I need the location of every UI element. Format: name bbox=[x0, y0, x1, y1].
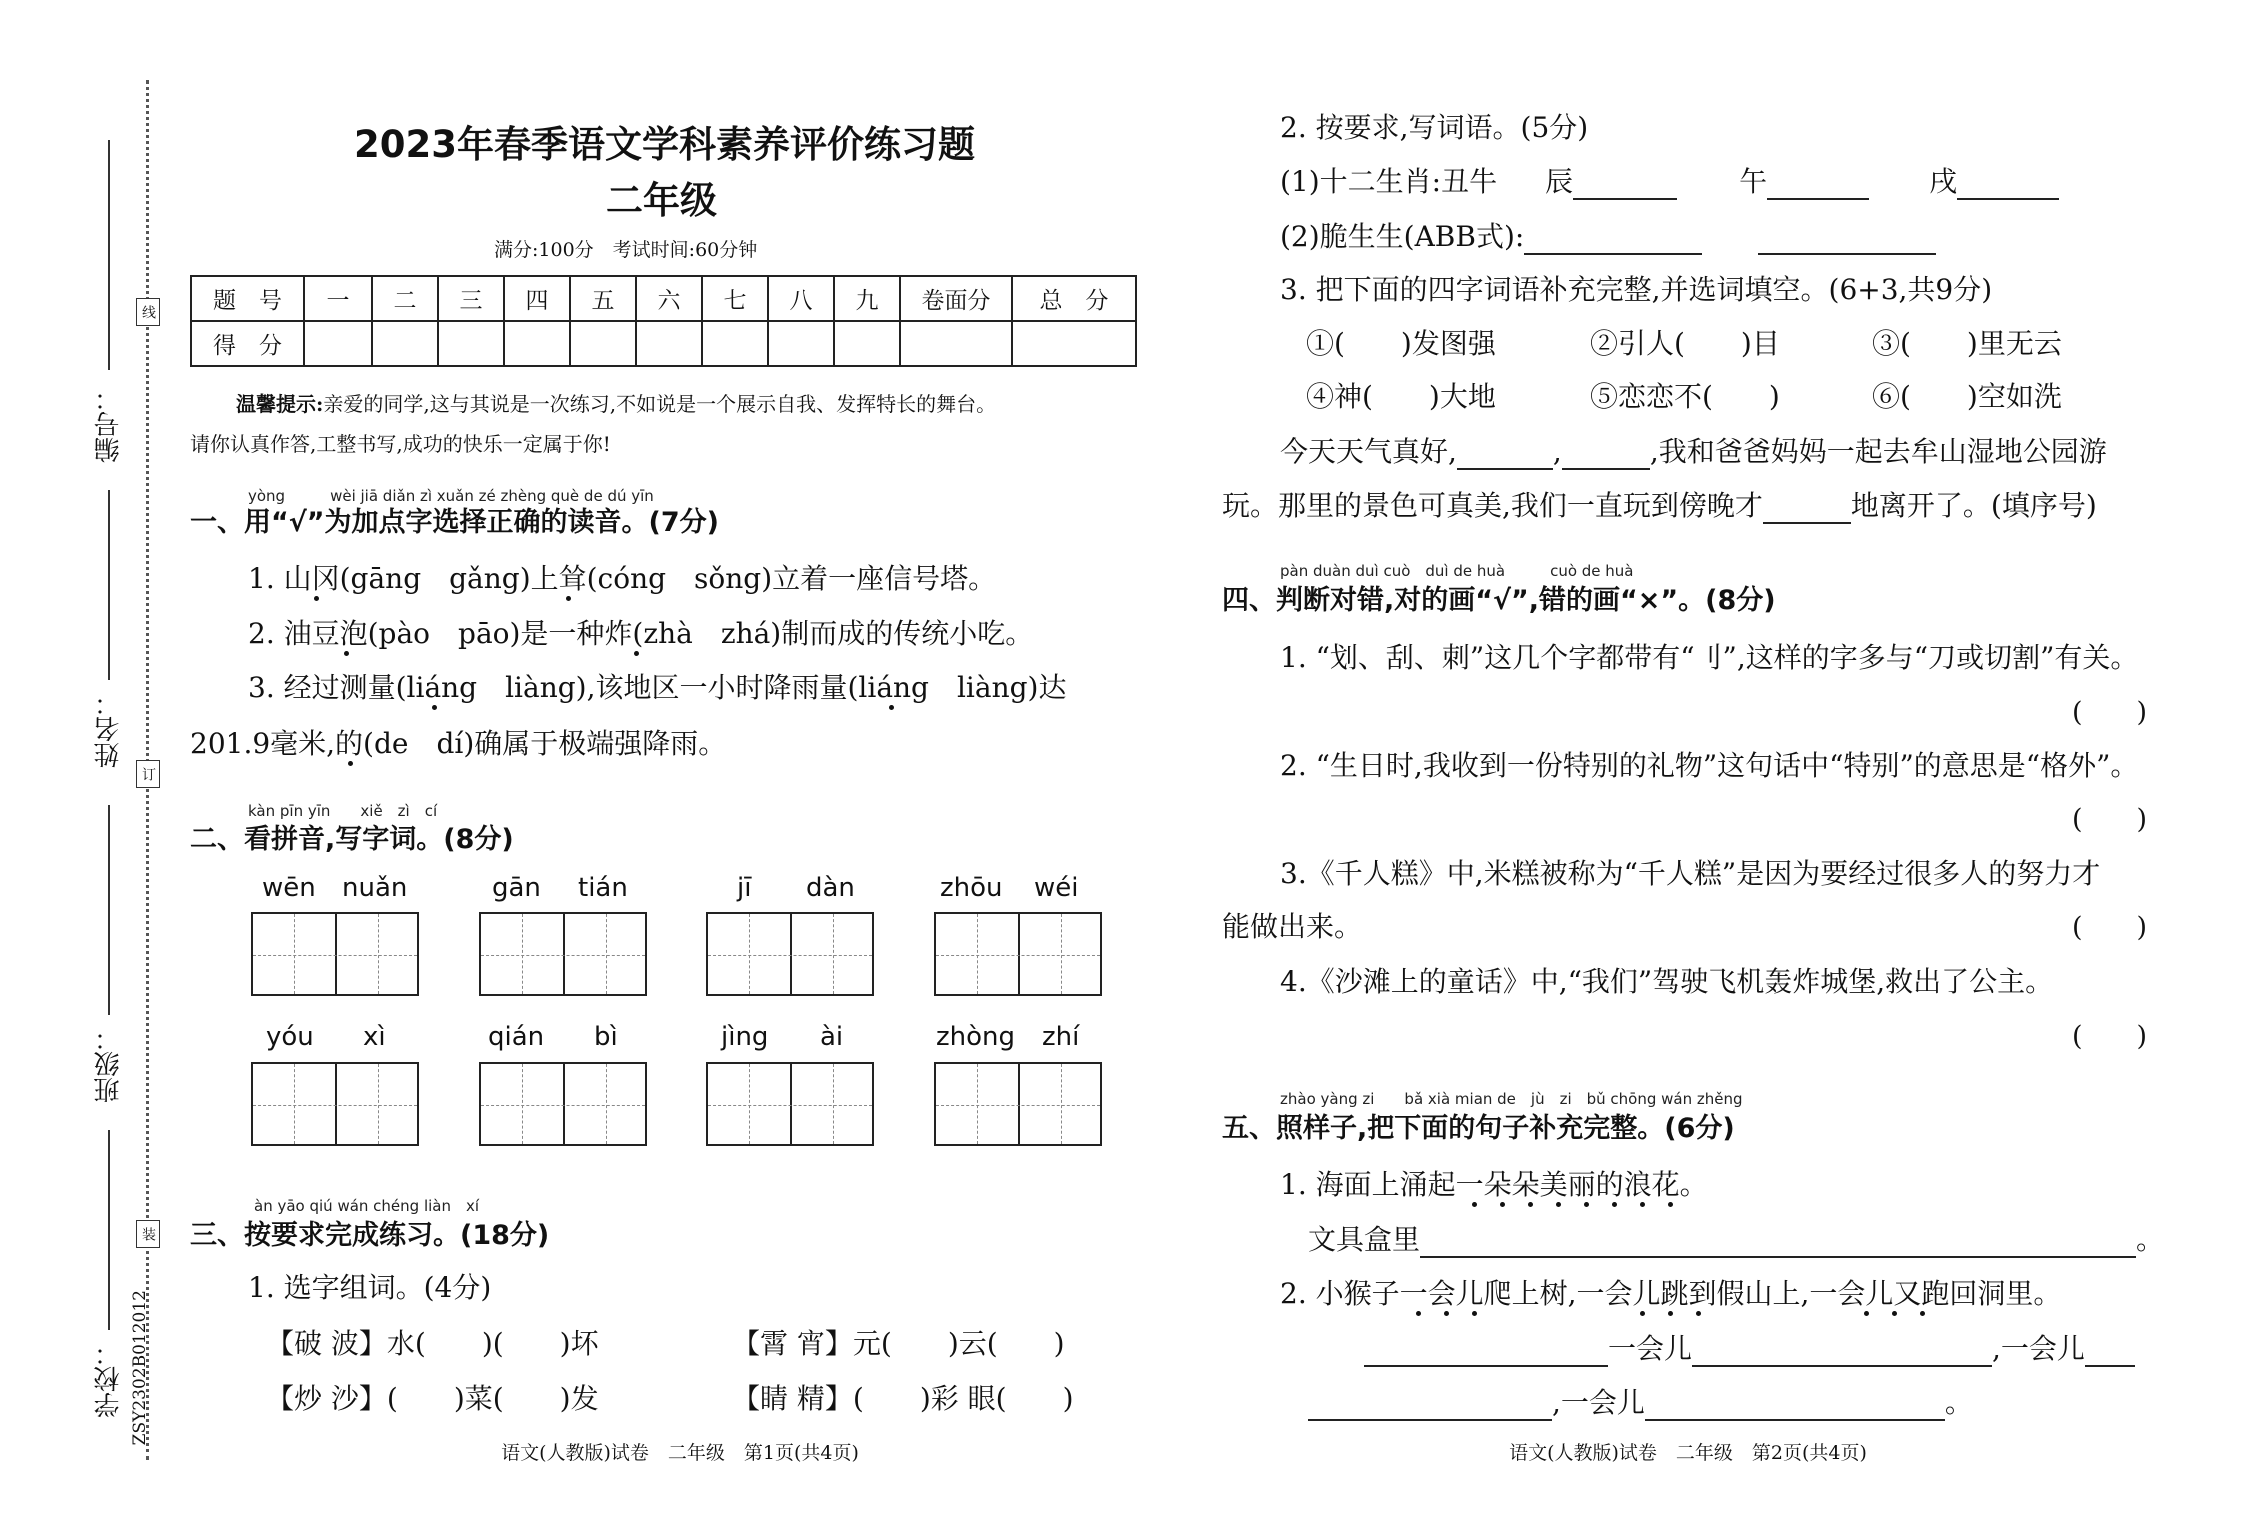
score-cell[interactable] bbox=[372, 321, 438, 366]
writing-grid[interactable] bbox=[706, 1062, 874, 1146]
s1-q1: 1. 山冈(gāng gǎng)上耸(cóng sǒng)立着一座信号塔。 bbox=[248, 562, 997, 595]
q2-2-label: (2)脆生生(ABB式): bbox=[1280, 220, 1525, 253]
grid-pinyin: bì bbox=[594, 1022, 618, 1052]
score-head: 八 bbox=[768, 276, 834, 321]
s4-q4: 4.《沙滩上的童话》中,“我们”驾驶飞机轰炸城堡,救出了公主。 bbox=[1280, 965, 2054, 998]
label-name: 姓名： bbox=[94, 690, 124, 768]
score-head: 三 bbox=[438, 276, 504, 321]
score-head: 四 bbox=[504, 276, 570, 321]
answer-end: 。 bbox=[2136, 1223, 2165, 1256]
score-cell[interactable] bbox=[900, 321, 1012, 366]
tip-line1 bbox=[236, 388, 996, 417]
fill-text: ,我和爸爸妈妈一起去牟山湿地公园游 bbox=[1649, 435, 2107, 468]
idiom-1[interactable]: ①( )发图强 bbox=[1306, 327, 1496, 360]
writing-grid[interactable] bbox=[934, 1062, 1102, 1146]
score-cell[interactable] bbox=[438, 321, 504, 366]
tip-line2: 请你认真作答,工整书写,成功的快乐一定属于你! bbox=[190, 432, 611, 456]
tip-label: 温馨提示: bbox=[236, 392, 324, 416]
s4-q1: 1. “划、刮、刺”这几个字都带有“刂”,这样的字多与“刀或切割”有关。 bbox=[1280, 641, 2139, 674]
s3-r1b: 【霄 宵】元( )云( ) bbox=[732, 1327, 1065, 1360]
s3-pinyin: àn yāo qiú wán chéng liàn xí bbox=[254, 1197, 480, 1215]
judge-paren[interactable]: ( ) bbox=[2072, 804, 2148, 835]
s3-q1: 1. 选字组词。(4分) bbox=[248, 1271, 492, 1304]
fill-text: , bbox=[1552, 435, 1562, 468]
grid-pinyin: zhōu bbox=[940, 873, 1003, 903]
label-school: 学校： bbox=[94, 1340, 124, 1418]
score-head: 卷面分 bbox=[900, 276, 1012, 321]
grid-pinyin: tián bbox=[578, 873, 628, 903]
s3-q2: 2. 按要求,写词语。(5分) bbox=[1280, 111, 1589, 144]
answer-blank[interactable] bbox=[2085, 1337, 2135, 1367]
s4-pinyin: pàn duàn duì cuò duì de huà cuò de huà bbox=[1280, 562, 1634, 580]
footer-right: 语文(人教版)试卷 二年级 第2页(共4页) bbox=[1509, 1442, 1867, 1464]
writing-grid[interactable] bbox=[251, 912, 419, 996]
answer-blank[interactable] bbox=[1562, 440, 1650, 470]
score-cell[interactable] bbox=[702, 321, 768, 366]
answer-blank[interactable] bbox=[1763, 494, 1851, 524]
score-table bbox=[190, 275, 1137, 367]
name-underline[interactable] bbox=[108, 490, 110, 680]
s3-r2a: 【炒 沙】( )菜( )发 bbox=[266, 1382, 599, 1415]
emphasis-dot bbox=[889, 705, 894, 710]
score-cell[interactable] bbox=[304, 321, 372, 366]
s2-title: 二、看拼音,写字词。(8分) bbox=[190, 824, 514, 855]
number-underline[interactable] bbox=[108, 140, 110, 370]
q2-1-b: 午 bbox=[1739, 165, 1768, 198]
s5-title: 五、照样子,把下面的句子补充完整。(6分) bbox=[1222, 1113, 1735, 1144]
binding-mark-line: 线 bbox=[136, 298, 160, 326]
score-head: 五 bbox=[570, 276, 636, 321]
writing-grid[interactable] bbox=[479, 912, 647, 996]
score-cell[interactable] bbox=[1012, 321, 1136, 366]
footer-left: 语文(人教版)试卷 二年级 第1页(共4页) bbox=[501, 1442, 859, 1464]
writing-grid[interactable] bbox=[706, 912, 874, 996]
score-cell[interactable] bbox=[570, 321, 636, 366]
q2-1-a: 辰 bbox=[1545, 165, 1574, 198]
paper-code: ZSY2302B012012 bbox=[130, 1290, 150, 1446]
exam-title: 2023年春季语文学科素养评价练习题 bbox=[354, 123, 975, 166]
answer-text: ,一会儿 bbox=[1552, 1386, 1645, 1419]
idiom-6[interactable]: ⑥( )空如洗 bbox=[1872, 380, 2062, 413]
s1-q3a: 3. 经过测量(liáng liàng),该地区一小时降雨量(liáng liàng)达 bbox=[248, 671, 1067, 704]
score-head: 六 bbox=[636, 276, 702, 321]
answer-blank[interactable] bbox=[1957, 170, 2059, 200]
grid-pinyin: zhòng bbox=[936, 1022, 1016, 1052]
grid-pinyin: nuǎn bbox=[342, 873, 408, 903]
judge-paren[interactable]: ( ) bbox=[2072, 697, 2148, 728]
grid-pinyin: qián bbox=[488, 1022, 545, 1052]
grid-pinyin: zhí bbox=[1042, 1022, 1080, 1052]
s5-q2-line1 bbox=[1364, 1327, 2135, 1367]
grid-pinyin: yóu bbox=[266, 1022, 314, 1052]
s5-q1: 1. 海面上涌起一朵朵美丽的浪花。 bbox=[1280, 1168, 1708, 1201]
answer-blank[interactable] bbox=[1420, 1228, 2136, 1258]
exam-meta: 满分:100分 考试时间:60分钟 bbox=[494, 239, 758, 261]
judge-paren[interactable]: ( ) bbox=[2072, 1021, 2148, 1052]
label-number: 编号： bbox=[94, 385, 124, 463]
s2-pinyin: kàn pīn yīn xiě zì cí bbox=[248, 802, 438, 820]
score-head: 七 bbox=[702, 276, 768, 321]
exam-grade: 二年级 bbox=[606, 179, 717, 222]
s3-title: 三、按要求完成练习。(18分) bbox=[190, 1220, 550, 1251]
q2-1-label: (1)十二生肖:丑牛 bbox=[1280, 165, 1498, 198]
grid-pinyin: wéi bbox=[1034, 873, 1079, 903]
score-row-label: 得 分 bbox=[191, 321, 304, 366]
score-cell[interactable] bbox=[636, 321, 702, 366]
s1-q3b: 201.9毫米,的(de dí)确属于极端强降雨。 bbox=[190, 727, 727, 760]
s1-title: 一、用“√”为加点字选择正确的读音。(7分) bbox=[190, 507, 719, 538]
score-head: 二 bbox=[372, 276, 438, 321]
score-cell[interactable] bbox=[834, 321, 900, 366]
emphasis-dot bbox=[566, 596, 571, 601]
s4-q3a: 3.《千人糕》中,米糕被称为“千人糕”是因为要经过很多人的努力才 bbox=[1280, 857, 2101, 890]
answer-blank[interactable] bbox=[1308, 1391, 1552, 1421]
idiom-3[interactable]: ③( )里无云 bbox=[1872, 327, 2062, 360]
answer-blank[interactable] bbox=[1524, 225, 1702, 255]
fill-line-1 bbox=[1280, 430, 2107, 470]
s3-q2-2 bbox=[1280, 215, 1936, 255]
judge-paren[interactable]: ( ) bbox=[2072, 912, 2148, 943]
s3-r1a: 【破 波】水( )( )坏 bbox=[266, 1327, 599, 1360]
s5-pinyin: zhào yàng zi bǎ xià mian de jù zi bǔ chōng wán zhěng bbox=[1280, 1090, 1743, 1108]
score-cell[interactable] bbox=[768, 321, 834, 366]
answer-blank[interactable] bbox=[1758, 225, 1936, 255]
emphasis-dot bbox=[432, 705, 437, 710]
s3-q2-1 bbox=[1280, 160, 2059, 200]
answer-blank[interactable] bbox=[1573, 170, 1677, 200]
fill-text: 地离开了。(填序号) bbox=[1850, 489, 2097, 522]
score-head: 九 bbox=[834, 276, 900, 321]
grid-pinyin: jī bbox=[737, 873, 752, 903]
answer-blank[interactable] bbox=[1457, 440, 1553, 470]
tip-text: 亲爱的同学,这与其说是一次练习,不如说是一个展示自我、发挥特长的舞台。 bbox=[323, 392, 997, 416]
s5-q1-answer-line bbox=[1308, 1218, 2164, 1258]
s4-q2: 2. “生日时,我收到一份特别的礼物”这句话中“特别”的意思是“格外”。 bbox=[1280, 749, 2139, 782]
fill-text: 玩。那里的景色可真美,我们一直玩到傍晚才 bbox=[1222, 489, 1763, 522]
binding-mark-pack: 装 bbox=[136, 1220, 160, 1248]
answer-text: 。 bbox=[1944, 1386, 1973, 1419]
grid-pinyin: gān bbox=[492, 873, 541, 903]
class-underline[interactable] bbox=[108, 805, 110, 1015]
answer-blank[interactable] bbox=[1645, 1391, 1945, 1421]
score-head: 一 bbox=[304, 276, 372, 321]
idiom-4[interactable]: ④神( )大地 bbox=[1306, 380, 1496, 413]
s4-q3b: 能做出来。 bbox=[1222, 910, 1363, 943]
emphasis-dot bbox=[314, 596, 319, 601]
answer-blank[interactable] bbox=[1692, 1337, 1992, 1367]
s4-title: 四、判断对错,对的画“√”,错的画“×”。(8分) bbox=[1222, 585, 1776, 616]
fill-line-2 bbox=[1222, 484, 2097, 524]
grid-pinyin: ài bbox=[820, 1022, 844, 1052]
answer-blank[interactable] bbox=[1364, 1337, 1608, 1367]
s1-q2: 2. 油豆泡(pào pāo)是一种炸(zhà zhá)制而成的传统小吃。 bbox=[248, 617, 1034, 650]
grid-pinyin: xì bbox=[363, 1022, 386, 1052]
binding-mark-bind: 订 bbox=[136, 760, 160, 788]
s1-pinyin: yòng wèi jiā diǎn zì xuǎn zé zhèng què de dú yīn bbox=[248, 487, 654, 505]
writing-grid[interactable] bbox=[479, 1062, 647, 1146]
label-class: 班级： bbox=[94, 1025, 124, 1103]
writing-grid[interactable] bbox=[251, 1062, 419, 1146]
answer-prompt: 文具盒里 bbox=[1308, 1223, 1421, 1256]
answer-blank[interactable] bbox=[1767, 170, 1869, 200]
grid-pinyin: jìng bbox=[721, 1022, 769, 1052]
emphasis-dot bbox=[348, 761, 353, 766]
s3-r2b: 【睛 精】( )彩 眼( ) bbox=[732, 1382, 1074, 1415]
s5-q2-line2 bbox=[1308, 1381, 1973, 1421]
grid-pinyin: dàn bbox=[806, 873, 855, 903]
q2-1-c: 戌 bbox=[1929, 165, 1958, 198]
idiom-2[interactable]: ②引人( )目 bbox=[1590, 327, 1780, 360]
grid-pinyin: wēn bbox=[262, 873, 316, 903]
school-underline[interactable] bbox=[108, 1130, 110, 1330]
writing-grid[interactable] bbox=[934, 912, 1102, 996]
score-head-label: 题 号 bbox=[191, 276, 304, 321]
score-cell[interactable] bbox=[504, 321, 570, 366]
s3-q3: 3. 把下面的四字词语补充完整,并选词填空。(6+3,共9分) bbox=[1280, 273, 1993, 306]
idiom-5[interactable]: ⑤恋恋不( ) bbox=[1590, 380, 1780, 413]
s5-q2: 2. 小猴子一会儿爬上树,一会儿跳到假山上,一会儿又跑回洞里。 bbox=[1280, 1277, 2062, 1310]
emphasis-dot bbox=[634, 651, 639, 656]
fill-text: 今天天气真好, bbox=[1280, 435, 1457, 468]
answer-text: ,一会儿 bbox=[1992, 1332, 2085, 1365]
score-head: 总 分 bbox=[1012, 276, 1136, 321]
emphasis-dot bbox=[344, 651, 349, 656]
answer-text: 一会儿 bbox=[1608, 1332, 1693, 1365]
